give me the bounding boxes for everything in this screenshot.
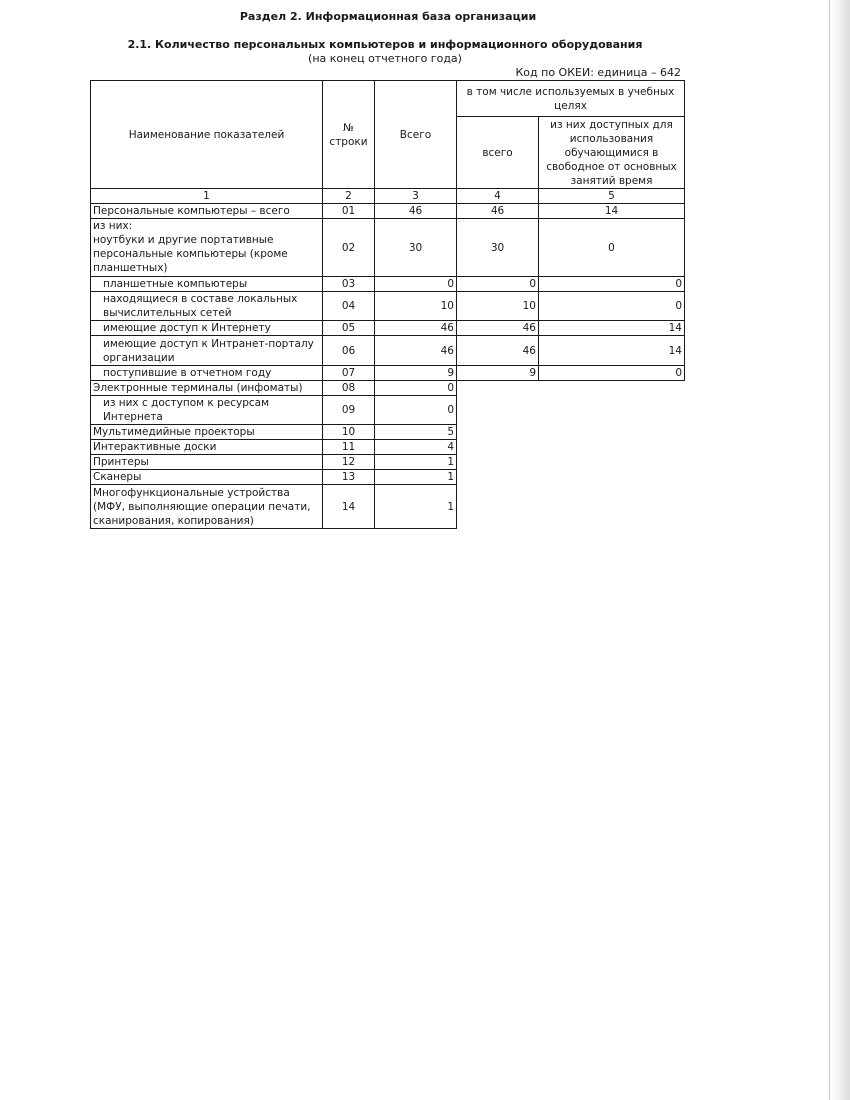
value-educational: 9 bbox=[457, 366, 539, 381]
header-educational-total: всего bbox=[457, 117, 539, 189]
row-number: 13 bbox=[323, 470, 375, 485]
value-student-access: 0 bbox=[539, 219, 685, 277]
row-name: находящиеся в составе локальных вычислительных сетей bbox=[91, 292, 323, 321]
row-name: имеющие доступ к Интернету bbox=[91, 321, 323, 336]
value-total: 0 bbox=[375, 396, 457, 425]
value-total: 9 bbox=[375, 366, 457, 381]
row-name: Мультимедийные проекторы bbox=[91, 425, 323, 440]
row-name: Персональные компьютеры – всего bbox=[91, 204, 323, 219]
value-educational: 46 bbox=[457, 204, 539, 219]
row-number: 04 bbox=[323, 292, 375, 321]
value-total: 46 bbox=[375, 321, 457, 336]
value-educational: 10 bbox=[457, 292, 539, 321]
column-number: 1 bbox=[91, 189, 323, 204]
header-row-no: № строки bbox=[323, 81, 375, 189]
row-name: Сканеры bbox=[91, 470, 323, 485]
row-number: 06 bbox=[323, 336, 375, 366]
row-name: Интерактивные доски bbox=[91, 440, 323, 455]
row-name: из них: ноутбуки и другие портативные персональные компьютеры (кроме планшетных) bbox=[91, 219, 323, 277]
table-row bbox=[91, 277, 685, 292]
column-number: 4 bbox=[457, 189, 539, 204]
value-educational: 46 bbox=[457, 321, 539, 336]
table-row bbox=[91, 455, 685, 470]
row-number: 03 bbox=[323, 277, 375, 292]
table-row bbox=[91, 470, 685, 485]
table-row bbox=[91, 440, 685, 455]
table-row bbox=[91, 336, 685, 366]
row-name: Электронные терминалы (инфоматы) bbox=[91, 381, 323, 396]
row-number: 05 bbox=[323, 321, 375, 336]
value-total: 0 bbox=[375, 381, 457, 396]
value-student-access: 0 bbox=[539, 277, 685, 292]
table-row bbox=[91, 292, 685, 321]
value-educational: 46 bbox=[457, 336, 539, 366]
row-number: 09 bbox=[323, 396, 375, 425]
value-total: 0 bbox=[375, 277, 457, 292]
row-name: из них с доступом к ресурсам Интернета bbox=[91, 396, 323, 425]
table-row bbox=[91, 425, 685, 440]
table-row bbox=[91, 396, 685, 425]
value-educational: 30 bbox=[457, 219, 539, 277]
equipment-table bbox=[90, 80, 685, 529]
value-educational: 0 bbox=[457, 277, 539, 292]
value-total: 46 bbox=[375, 204, 457, 219]
column-number-row bbox=[91, 189, 685, 204]
table-row bbox=[91, 321, 685, 336]
row-name: имеющие доступ к Интранет-порталу организации bbox=[91, 336, 323, 366]
table-row bbox=[91, 219, 685, 277]
row-number: 01 bbox=[323, 204, 375, 219]
value-total: 46 bbox=[375, 336, 457, 366]
header-total: Всего bbox=[375, 81, 457, 189]
value-total: 30 bbox=[375, 219, 457, 277]
value-total: 5 bbox=[375, 425, 457, 440]
value-total: 1 bbox=[375, 455, 457, 470]
row-number: 10 bbox=[323, 425, 375, 440]
column-number: 3 bbox=[375, 189, 457, 204]
value-student-access: 14 bbox=[539, 321, 685, 336]
header-student-access: из них доступных для использования обучающимися в свободное от основных занятий время bbox=[539, 117, 685, 189]
table-row bbox=[91, 204, 685, 219]
column-number: 5 bbox=[539, 189, 685, 204]
row-number: 11 bbox=[323, 440, 375, 455]
value-total: 1 bbox=[375, 485, 457, 529]
table-row bbox=[91, 366, 685, 381]
row-name: Принтеры bbox=[91, 455, 323, 470]
value-student-access: 0 bbox=[539, 366, 685, 381]
row-name: поступившие в отчетном году bbox=[91, 366, 323, 381]
header-educational-group: в том числе используемых в учебных целях bbox=[457, 81, 685, 117]
row-number: 14 bbox=[323, 485, 375, 529]
value-total: 10 bbox=[375, 292, 457, 321]
table-row bbox=[91, 485, 685, 529]
value-total: 4 bbox=[375, 440, 457, 455]
row-name: Многофункциональные устройства (МФУ, выполняющие операции печати, сканирования, копирования) bbox=[91, 485, 323, 529]
subsection-title: 2.1. Количество персональных компьютеров и информационного оборудования bbox=[127, 38, 643, 51]
value-student-access: 14 bbox=[539, 336, 685, 366]
row-name: планшетные компьютеры bbox=[91, 277, 323, 292]
scan-edge bbox=[830, 0, 850, 1100]
row-number: 02 bbox=[323, 219, 375, 277]
header-name: Наименование показателей bbox=[91, 81, 323, 189]
row-number: 08 bbox=[323, 381, 375, 396]
row-number: 07 bbox=[323, 366, 375, 381]
section-title: Раздел 2. Информационная база организации bbox=[239, 10, 537, 23]
value-total: 1 bbox=[375, 470, 457, 485]
row-number: 12 bbox=[323, 455, 375, 470]
value-student-access: 0 bbox=[539, 292, 685, 321]
column-number: 2 bbox=[323, 189, 375, 204]
table-row bbox=[91, 381, 685, 396]
okei-code: Код по ОКЕИ: единица – 642 bbox=[515, 66, 681, 79]
value-student-access: 14 bbox=[539, 204, 685, 219]
period-note: (на конец отчетного года) bbox=[308, 52, 462, 65]
scan-edge-line bbox=[829, 0, 830, 1100]
